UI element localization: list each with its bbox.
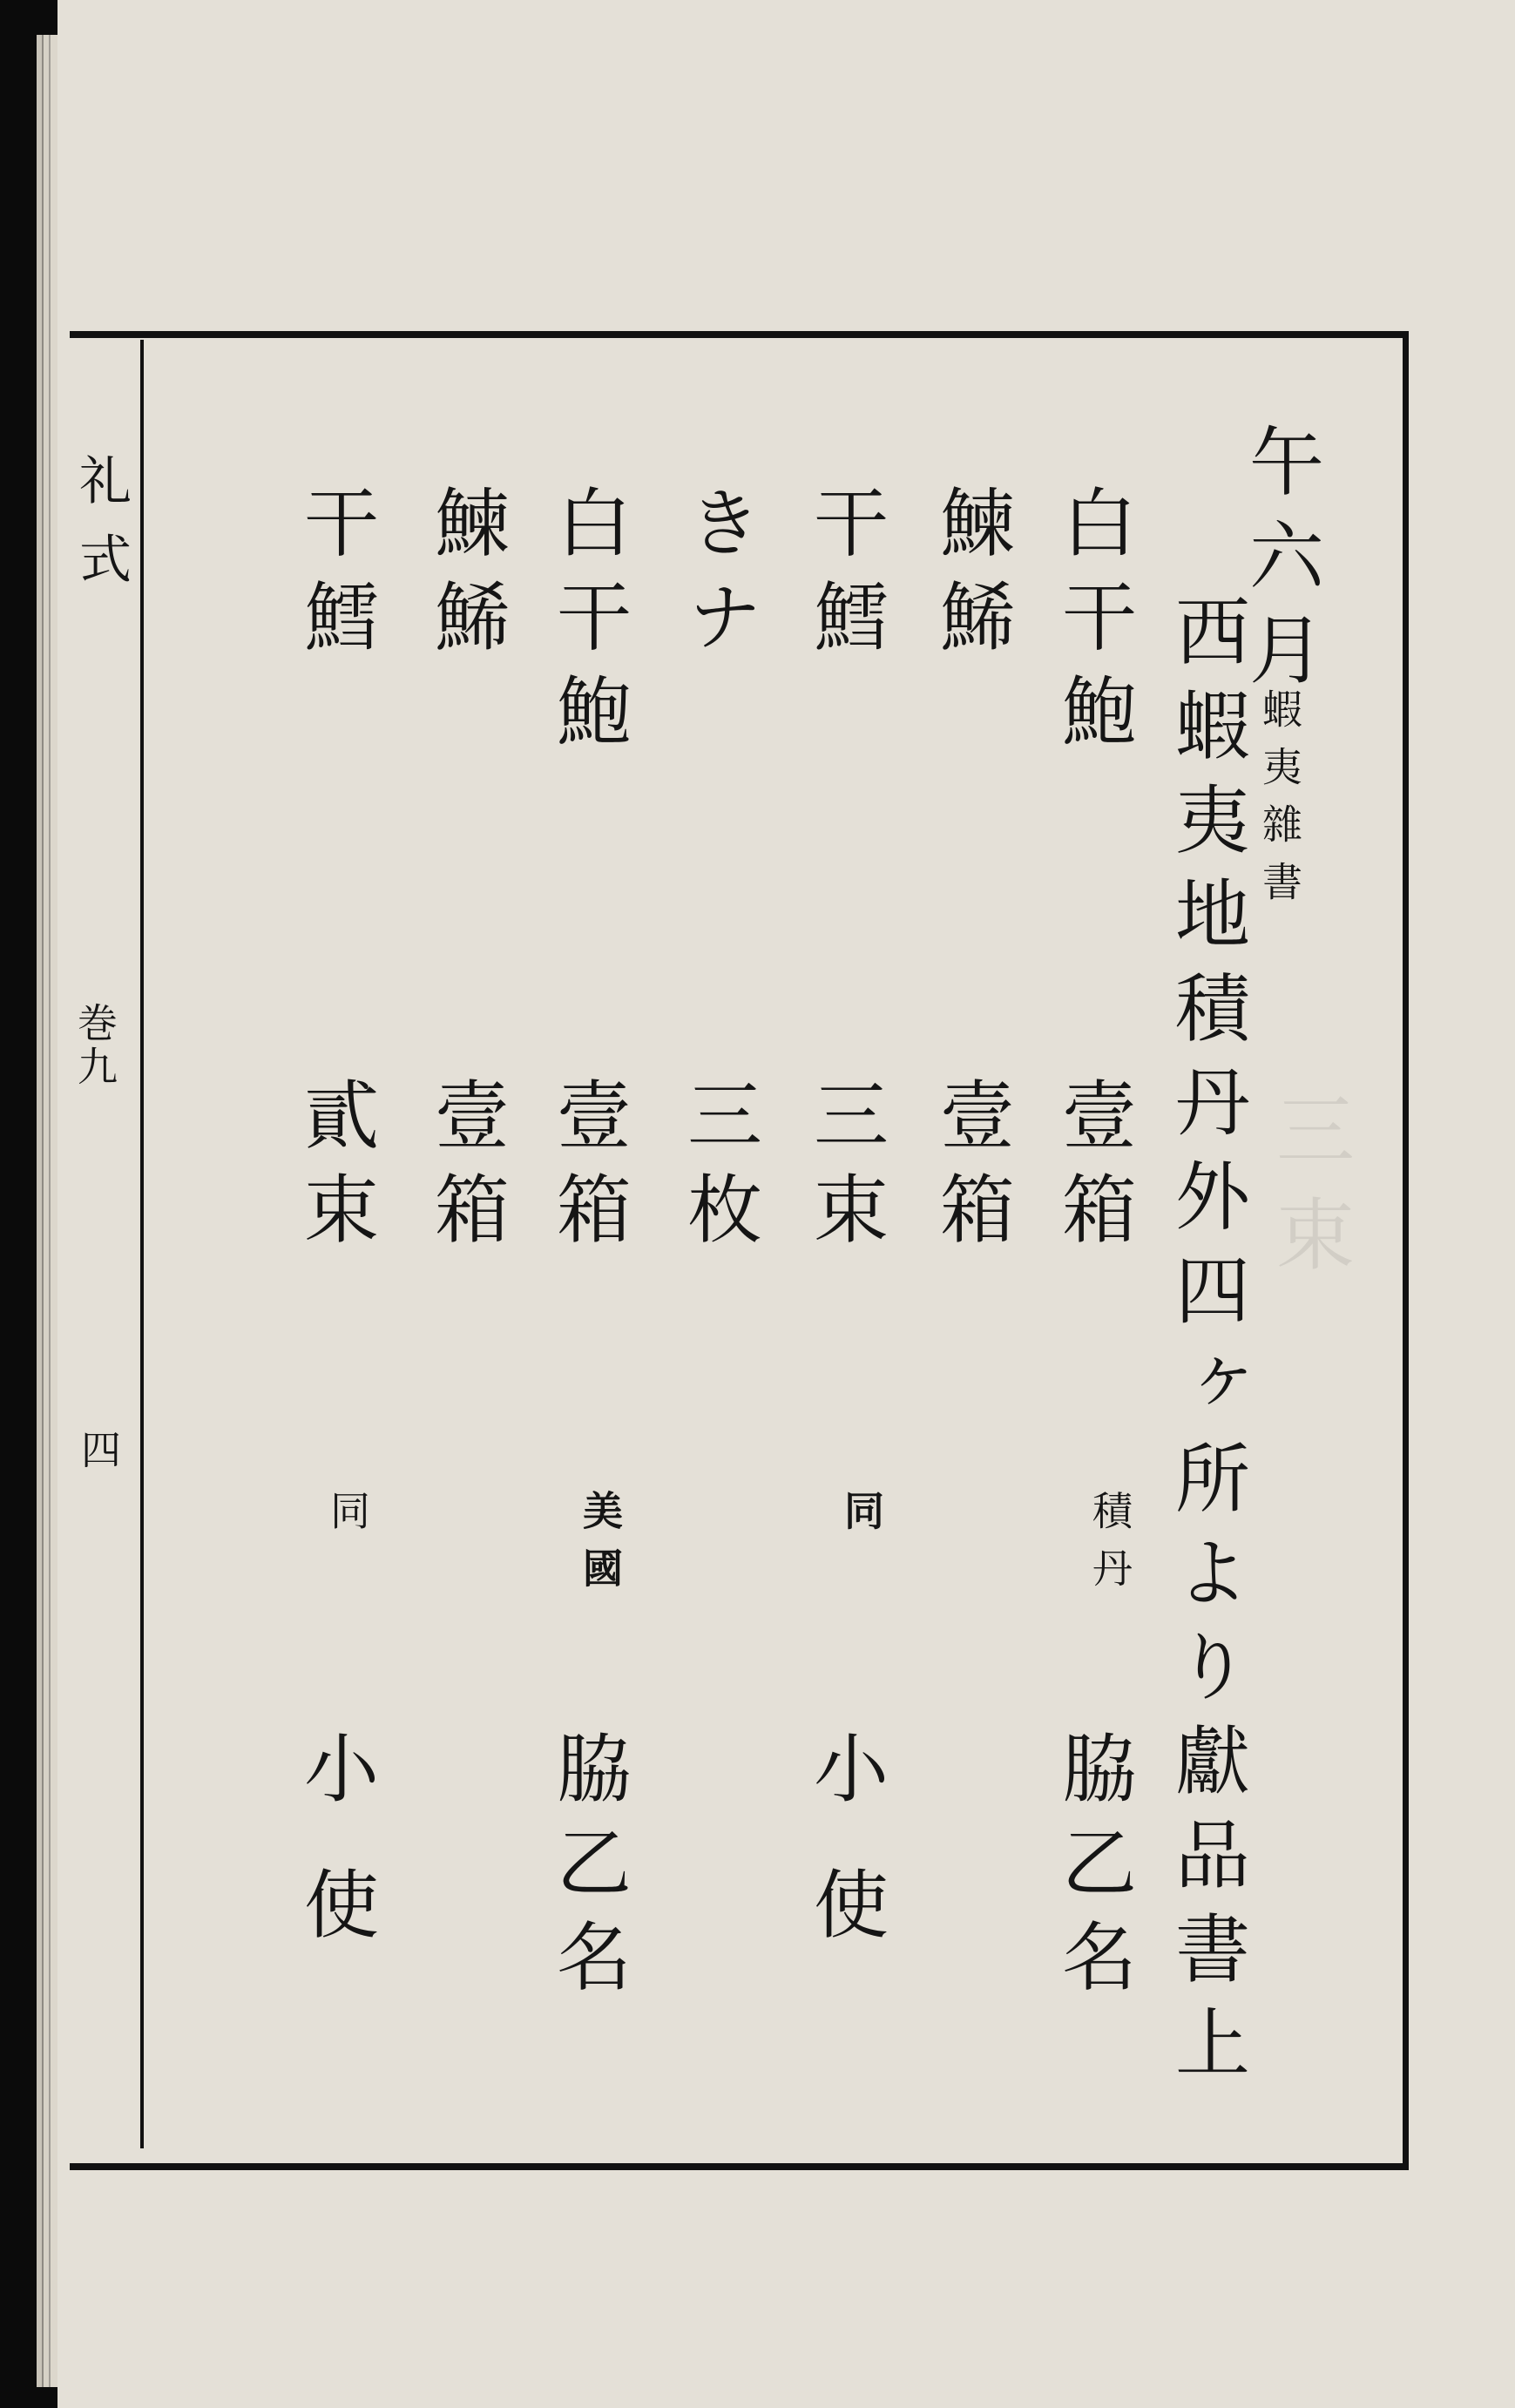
item-quantity: 壹箱 bbox=[422, 1076, 509, 1264]
item-product: 鰊鯑 bbox=[927, 484, 1014, 672]
item-person: 小使 bbox=[801, 1729, 888, 2001]
margin-rule bbox=[140, 340, 144, 2148]
item-quantity: 壹箱 bbox=[927, 1076, 1014, 1264]
item-product: 白干鮑 bbox=[544, 484, 631, 766]
item-quantity: 三枚 bbox=[674, 1076, 761, 1264]
item-person: 脇乙名 bbox=[544, 1729, 631, 2012]
item-quantity: 貳束 bbox=[291, 1076, 378, 1264]
book-title: 礼式 bbox=[71, 453, 132, 610]
item-product: 干鱈 bbox=[291, 484, 378, 672]
volume-label: 巻九 bbox=[71, 1002, 118, 1089]
item-product: 干鱈 bbox=[801, 484, 888, 672]
item-place: 積丹 bbox=[1086, 1490, 1133, 1605]
bleed-through: 三束 bbox=[1262, 1089, 1354, 1298]
item-product: 鰊鯑 bbox=[422, 484, 509, 672]
item-product: 白干鮑 bbox=[1049, 484, 1136, 766]
heading-note: 蝦夷雜書 bbox=[1256, 688, 1303, 918]
item-product: きナ bbox=[674, 484, 761, 672]
item-quantity: 三束 bbox=[801, 1076, 888, 1264]
book-page bbox=[57, 0, 1515, 2408]
page-number: 四 bbox=[75, 1429, 122, 1486]
item-place: 美國 bbox=[577, 1490, 624, 1605]
item-quantity: 壹箱 bbox=[1049, 1076, 1136, 1264]
item-quantity: 壹箱 bbox=[544, 1076, 631, 1264]
item-place: 同 bbox=[838, 1490, 885, 1547]
item-person: 小使 bbox=[291, 1729, 378, 2001]
item-person: 脇乙名 bbox=[1049, 1729, 1136, 2012]
item-place: 同 bbox=[324, 1490, 371, 1547]
date-heading: 午六月 bbox=[1236, 423, 1323, 705]
document-title: 西蝦夷地積丹外四ヶ所より獻品書上 bbox=[1162, 592, 1249, 2098]
